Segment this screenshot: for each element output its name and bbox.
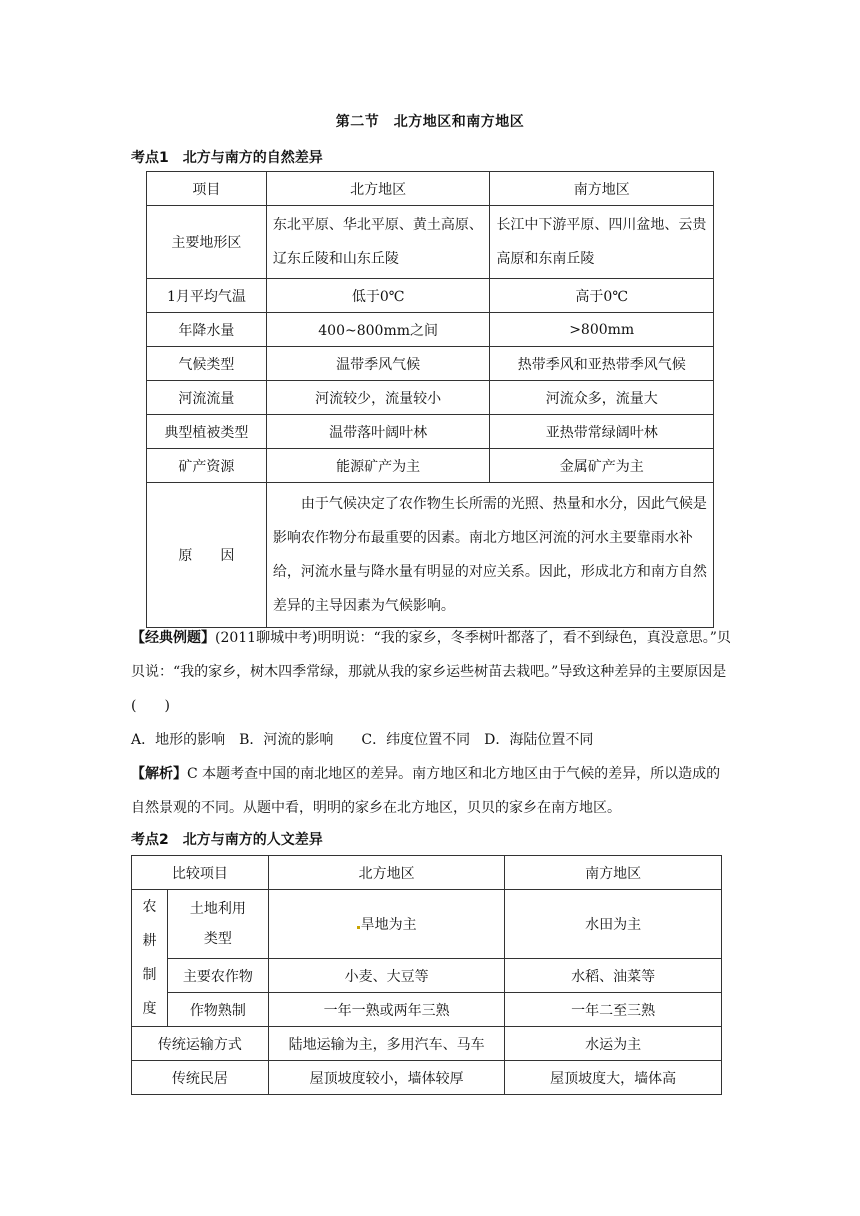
north-cell: 温带落叶阔叶林 (266, 415, 490, 449)
table-row-reason (147, 483, 714, 628)
item-cell: 气候类型 (147, 347, 267, 381)
item-cell: 传统民居 (132, 1061, 269, 1095)
item-cell: 作物熟制 (167, 993, 268, 1027)
section-heading-human: 考点2 北方与南方的人文差异 (131, 832, 323, 848)
table-header-row (147, 172, 714, 206)
example-text: (2011聊城中考)明明说：“我的家乡，冬季树叶都落了，看不到绿色，真没意思。”贝贝说：“我的家乡，树木四季常绿，那就从我的家乡运些树苗去栽吧。”导致这种差异的主要原因是( ) (131, 630, 731, 714)
table-row (147, 381, 714, 415)
table-row (147, 415, 714, 449)
south-cell: 长江中下游平原、四川盆地、云贵高原和东南丘陵 (490, 206, 714, 279)
group-label-char: 度 (142, 1001, 157, 1017)
north-cell: 低于0℃ (266, 279, 490, 313)
header-cell: 北方地区 (268, 856, 505, 890)
analysis-label: 【解析】 (131, 766, 187, 782)
item-cell: 主要农作物 (167, 959, 268, 993)
north-cell: 小麦、大豆等 (268, 959, 505, 993)
group-label-char: 农 (142, 899, 157, 915)
page-title: 第二节 北方地区和南方地区 (335, 114, 525, 130)
north-cell: 东北平原、华北平原、黄土高原、辽东丘陵和山东丘陵 (266, 206, 490, 279)
table-row (147, 206, 714, 279)
south-cell: 亚热带常绿阔叶林 (490, 415, 714, 449)
south-cell: 金属矿产为主 (490, 449, 714, 483)
table-row (147, 449, 714, 483)
south-cell: 一年二至三熟 (505, 993, 722, 1027)
table-row (132, 959, 722, 993)
header-cell: 项目 (147, 172, 267, 206)
north-cell: 河流较少，流量较小 (266, 381, 490, 415)
table-row (147, 279, 714, 313)
group-label-char: 制 (142, 967, 157, 983)
analysis-text: C 本题考查中国的南北地区的差异。南方地区和北方地区由于气候的差异，所以造成的自然景观的不同。从题中看，明明的家乡在北方地区，贝贝的家乡在南方地区。 (131, 766, 721, 816)
group-label-char: 耕 (142, 933, 157, 949)
human-differences-table (131, 855, 722, 1095)
north-cell-text: 旱地为主 (360, 917, 417, 933)
table-row (132, 1027, 722, 1061)
south-cell: 屋顶坡度大，墙体高 (505, 1061, 722, 1095)
natural-differences-table (146, 171, 714, 628)
table-row (132, 890, 722, 959)
north-cell: 一年一熟或两年三熟 (268, 993, 505, 1027)
answer-options: A．地形的影响 B．河流的影响 C．纬度位置不同 D．海陆位置不同 (131, 732, 594, 748)
marker-dot (357, 926, 360, 929)
farming-system-label (132, 890, 168, 1027)
north-cell (268, 890, 505, 959)
north-cell: 能源矿产为主 (266, 449, 490, 483)
table-row (147, 313, 714, 347)
section-heading-natural: 考点1 北方与南方的自然差异 (131, 150, 323, 166)
north-cell: 屋顶坡度较小，墙体较厚 (268, 1061, 505, 1095)
item-cell: 1月平均气温 (147, 279, 267, 313)
reason-text: 由于气候决定了农作物生长所需的光照、热量和水分，因此气候是影响农作物分布最重要的因素。南北方地区河流的河水主要靠雨水补给，河流水量与降水量有明显的对应关系。因此，形成北方和南方自然差异的主导因素为气候影响。 (266, 483, 713, 628)
north-cell: 温带季风气候 (266, 347, 490, 381)
header-cell: 南方地区 (505, 856, 722, 890)
header-cell: 比较项目 (132, 856, 269, 890)
south-cell: 水运为主 (505, 1027, 722, 1061)
table-row (132, 1061, 722, 1095)
table-header-row (132, 856, 722, 890)
item-cell: 传统运输方式 (132, 1027, 269, 1061)
table-row (132, 993, 722, 1027)
south-cell: 水田为主 (505, 890, 722, 959)
header-cell: 北方地区 (266, 172, 490, 206)
analysis (131, 757, 731, 825)
table-row (147, 347, 714, 381)
item-cell: 年降水量 (147, 313, 267, 347)
header-cell: 南方地区 (490, 172, 714, 206)
example-question (131, 621, 731, 723)
item-cell: 矿产资源 (147, 449, 267, 483)
south-cell: 河流众多，流量大 (490, 381, 714, 415)
south-cell: 高于0℃ (490, 279, 714, 313)
item-cell: 典型植被类型 (147, 415, 267, 449)
reason-label: 原 因 (147, 483, 267, 628)
south-cell: 热带季风和亚热带季风气候 (490, 347, 714, 381)
south-cell: >800mm (490, 313, 714, 347)
example-label: 【经典例题】 (131, 630, 215, 646)
north-cell: 陆地运输为主，多用汽车、马车 (268, 1027, 505, 1061)
item-cell: 土地利用类型 (167, 890, 268, 959)
item-cell: 河流流量 (147, 381, 267, 415)
item-cell: 主要地形区 (147, 206, 267, 279)
north-cell: 400~800mm之间 (266, 313, 490, 347)
south-cell: 水稻、油菜等 (505, 959, 722, 993)
